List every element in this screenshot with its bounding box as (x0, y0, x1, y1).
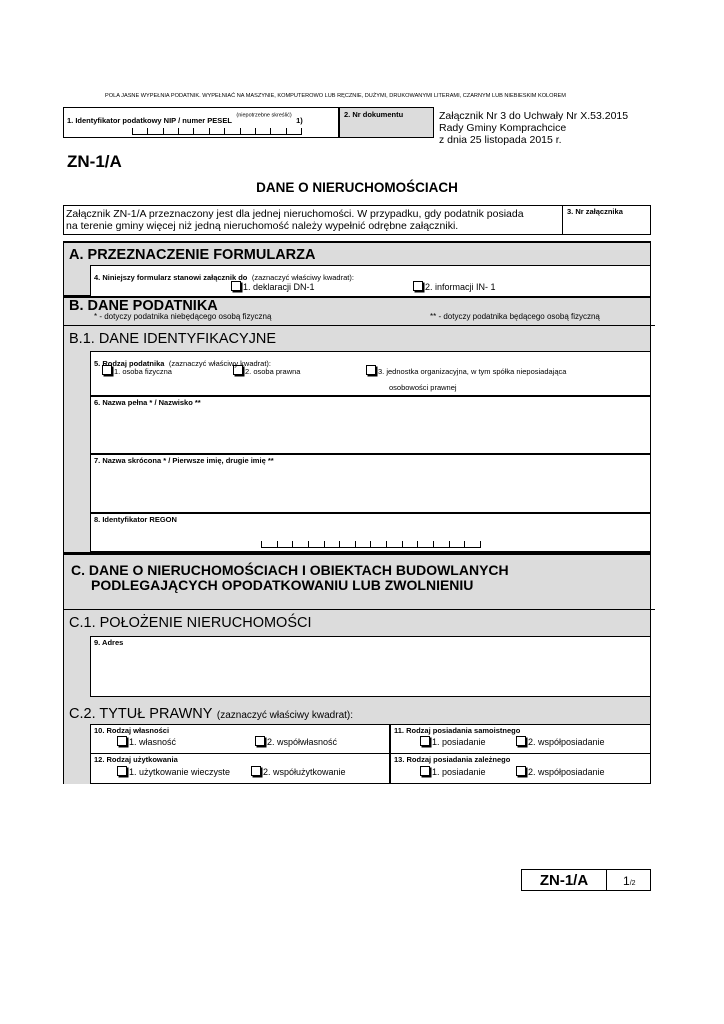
option-legal-person-label: 2. osoba prawna (245, 367, 301, 376)
attachment-info (439, 110, 628, 146)
address-field[interactable] (90, 636, 651, 697)
nip-pesel-suffix: 1) (296, 116, 303, 125)
checkbox-co-ownership[interactable] (255, 736, 265, 746)
checkbox-perpetual-usufruct[interactable] (117, 766, 127, 776)
checkbox-dependent-possession[interactable] (420, 766, 430, 776)
footer-page: 1 (623, 874, 630, 888)
checkbox-dn1[interactable] (231, 281, 241, 291)
checkbox-co-possession[interactable] (516, 736, 526, 746)
option-dependent-possession[interactable] (420, 765, 486, 777)
option-in1-label: 2. informacji IN- 1 (425, 282, 496, 292)
option-co-possession[interactable] (516, 735, 605, 747)
usage-type-label: 12. Rodzaj użytkowania (94, 755, 178, 764)
taxpayer-type-field (90, 351, 651, 396)
short-name-field[interactable] (90, 454, 651, 513)
footer-total: /2 (629, 880, 636, 887)
taxpayer-type-hint: (zaznaczyć właściwy kwadrat): (168, 359, 271, 368)
nip-pesel-note: (niepotrzebne skreślić) (236, 112, 292, 119)
nip-pesel-label: 1. Identyfikator podatkowy NIP / numer PESEL (67, 116, 232, 125)
taxpayer-type-label: 5. Rodzaj podatnika (94, 359, 165, 368)
attachment-info-line2: Rady Gminy Komprachcice (439, 122, 567, 134)
form-purpose-hint: (zaznaczyć właściwy kwadrat): (251, 273, 354, 282)
intro-text (66, 208, 524, 232)
option-dn1-label: 1. deklaracji DN-1 (243, 282, 315, 292)
document-number-label: 2. Nr dokumentu (344, 110, 404, 119)
dependent-possession-field (390, 753, 651, 784)
section-a-header (63, 241, 651, 296)
intro-line1: Załącznik ZN-1/A przeznaczony jest dla jednej nieruchomości. W przypadku, gdy podatnik posiada (66, 208, 524, 220)
option-physical-person-label: 1. osoba fizyczna (114, 367, 172, 376)
ownership-type-label: 10. Rodzaj własności (94, 726, 170, 735)
section-b1-title: B.1. DANE IDENTYFIKACYJNE (64, 325, 655, 351)
note-non-physical: * - dotyczy podatnika niebędącego osobą fizyczną (94, 312, 272, 321)
regon-label: 8. Identyfikator REGON (94, 515, 177, 524)
checkbox-co-usufruct[interactable] (251, 766, 261, 776)
option-in1[interactable] (413, 280, 496, 292)
section-c2-hint: (zaznaczyć właściwy kwadrat): (216, 710, 354, 721)
address-label: 9. Adres (94, 638, 124, 647)
nip-ticks (132, 128, 302, 135)
checkbox-organizational-unit[interactable] (366, 365, 376, 375)
option-ownership[interactable] (117, 735, 176, 747)
option-dependent-possession-label: 1. posiadanie (432, 767, 486, 777)
attachment-info-line1: Załącznik Nr 3 do Uchwały Nr X.53.2015 (439, 110, 629, 122)
section-c-title-line1: C. DANE O NIERUCHOMOŚCIACH I OBIEKTACH BUDOWLANYCH (71, 562, 509, 578)
intro-box (63, 205, 651, 235)
section-c2-title-row (69, 705, 353, 723)
option-organizational-unit[interactable] (366, 364, 566, 376)
footer-code-box (521, 869, 607, 891)
regon-ticks (261, 541, 481, 548)
attachment-number-label: 3. Nr załącznika (567, 207, 623, 216)
form-purpose-label: 4. Niniejszy formularz stanowi załącznik do (94, 273, 248, 282)
independent-possession-label: 11. Rodzaj posiadania samoistnego (394, 726, 521, 735)
dependent-possession-label: 13. Rodzaj posiadania zależnego (394, 755, 511, 764)
section-a-title: A. PRZEZNACZENIE FORMULARZA (69, 247, 316, 263)
option-dn1[interactable] (231, 280, 315, 292)
section-b-header (63, 296, 651, 553)
option-organizational-unit-line2: osobowości prawnej (389, 383, 457, 392)
option-organizational-unit-label: 3. jednostka organizacyjna, w tym spółka nieposiadająca (378, 367, 567, 376)
form-title: DANE O NIERUCHOMOŚCIACH (256, 180, 458, 195)
independent-possession-field (390, 724, 651, 753)
top-notice: POLA JASNE WYPEŁNIA PODATNIK. WYPEŁNIAĆ NA MASZYNIE, KOMPUTEROWO LUB RĘCZNIE, DUŻYMI, DRUKOWANYMI LITERAMI, CZARNYM LUB NIEBIESKIM KOLOREM (105, 93, 566, 99)
section-c-title-line2: PODLEGAJĄCYCH OPODATKOWANIU LUB ZWOLNIENIU (91, 577, 474, 593)
attachment-info-line3: z dnia 25 listopada 2015 r. (439, 134, 562, 146)
checkbox-possession[interactable] (420, 736, 430, 746)
footer-page-box (606, 869, 651, 891)
attachment-number-field[interactable] (562, 205, 652, 235)
checkbox-in1[interactable] (413, 281, 423, 291)
section-c2-title: C.2. TYTUŁ PRAWNY (69, 706, 213, 722)
document-number-field (339, 107, 434, 138)
option-co-usufruct[interactable] (251, 765, 346, 777)
checkbox-ownership[interactable] (117, 736, 127, 746)
checkbox-dependent-co-possession[interactable] (516, 766, 526, 776)
nip-pesel-field[interactable] (63, 107, 339, 138)
section-c1-title: C.1. POŁOŻENIE NIERUCHOMOŚCI (64, 609, 655, 635)
option-legal-person[interactable] (233, 364, 300, 376)
note-physical: ** - dotyczy podatnika będącego osobą fizyczną (430, 312, 600, 321)
ownership-type-field (90, 724, 390, 753)
footer-code: ZN-1/A (539, 872, 589, 889)
section-c-title (71, 563, 509, 593)
section-b-title: B. DANE PODATNIKA (69, 298, 218, 314)
option-dependent-co-possession-label: 2. współposiadanie (528, 767, 605, 777)
option-perpetual-usufruct-label: 1. użytkowanie wieczyste (129, 767, 231, 777)
usage-type-field (90, 753, 390, 784)
regon-field[interactable] (90, 513, 651, 552)
short-name-label: 7. Nazwa skrócona * / Pierwsze imię, drugie imię ** (94, 456, 274, 465)
option-dependent-co-possession[interactable] (516, 765, 605, 777)
checkbox-legal-person[interactable] (233, 365, 243, 375)
intro-line2: na terenie gminy więcej niż jedną nieruchomość należy wypełnić odrębne załączniki. (66, 220, 459, 232)
option-possession-label: 1. posiadanie (432, 737, 486, 747)
option-co-usufruct-label: 2. współużytkowanie (263, 767, 346, 777)
checkbox-physical-person[interactable] (102, 365, 112, 375)
full-name-field[interactable] (90, 396, 651, 454)
option-co-ownership-label: 2. współwłasność (267, 737, 338, 747)
option-physical-person[interactable] (102, 364, 172, 376)
form-purpose-field (90, 265, 651, 297)
form-code: ZN-1/A (67, 152, 122, 171)
option-ownership-label: 1. własność (129, 737, 177, 747)
section-c-header (63, 553, 651, 784)
option-possession[interactable] (420, 735, 486, 747)
option-perpetual-usufruct[interactable] (117, 765, 230, 777)
full-name-label: 6. Nazwa pełna * / Nazwisko ** (94, 398, 201, 407)
option-co-ownership[interactable] (255, 735, 337, 747)
option-co-possession-label: 2. współposiadanie (528, 737, 605, 747)
